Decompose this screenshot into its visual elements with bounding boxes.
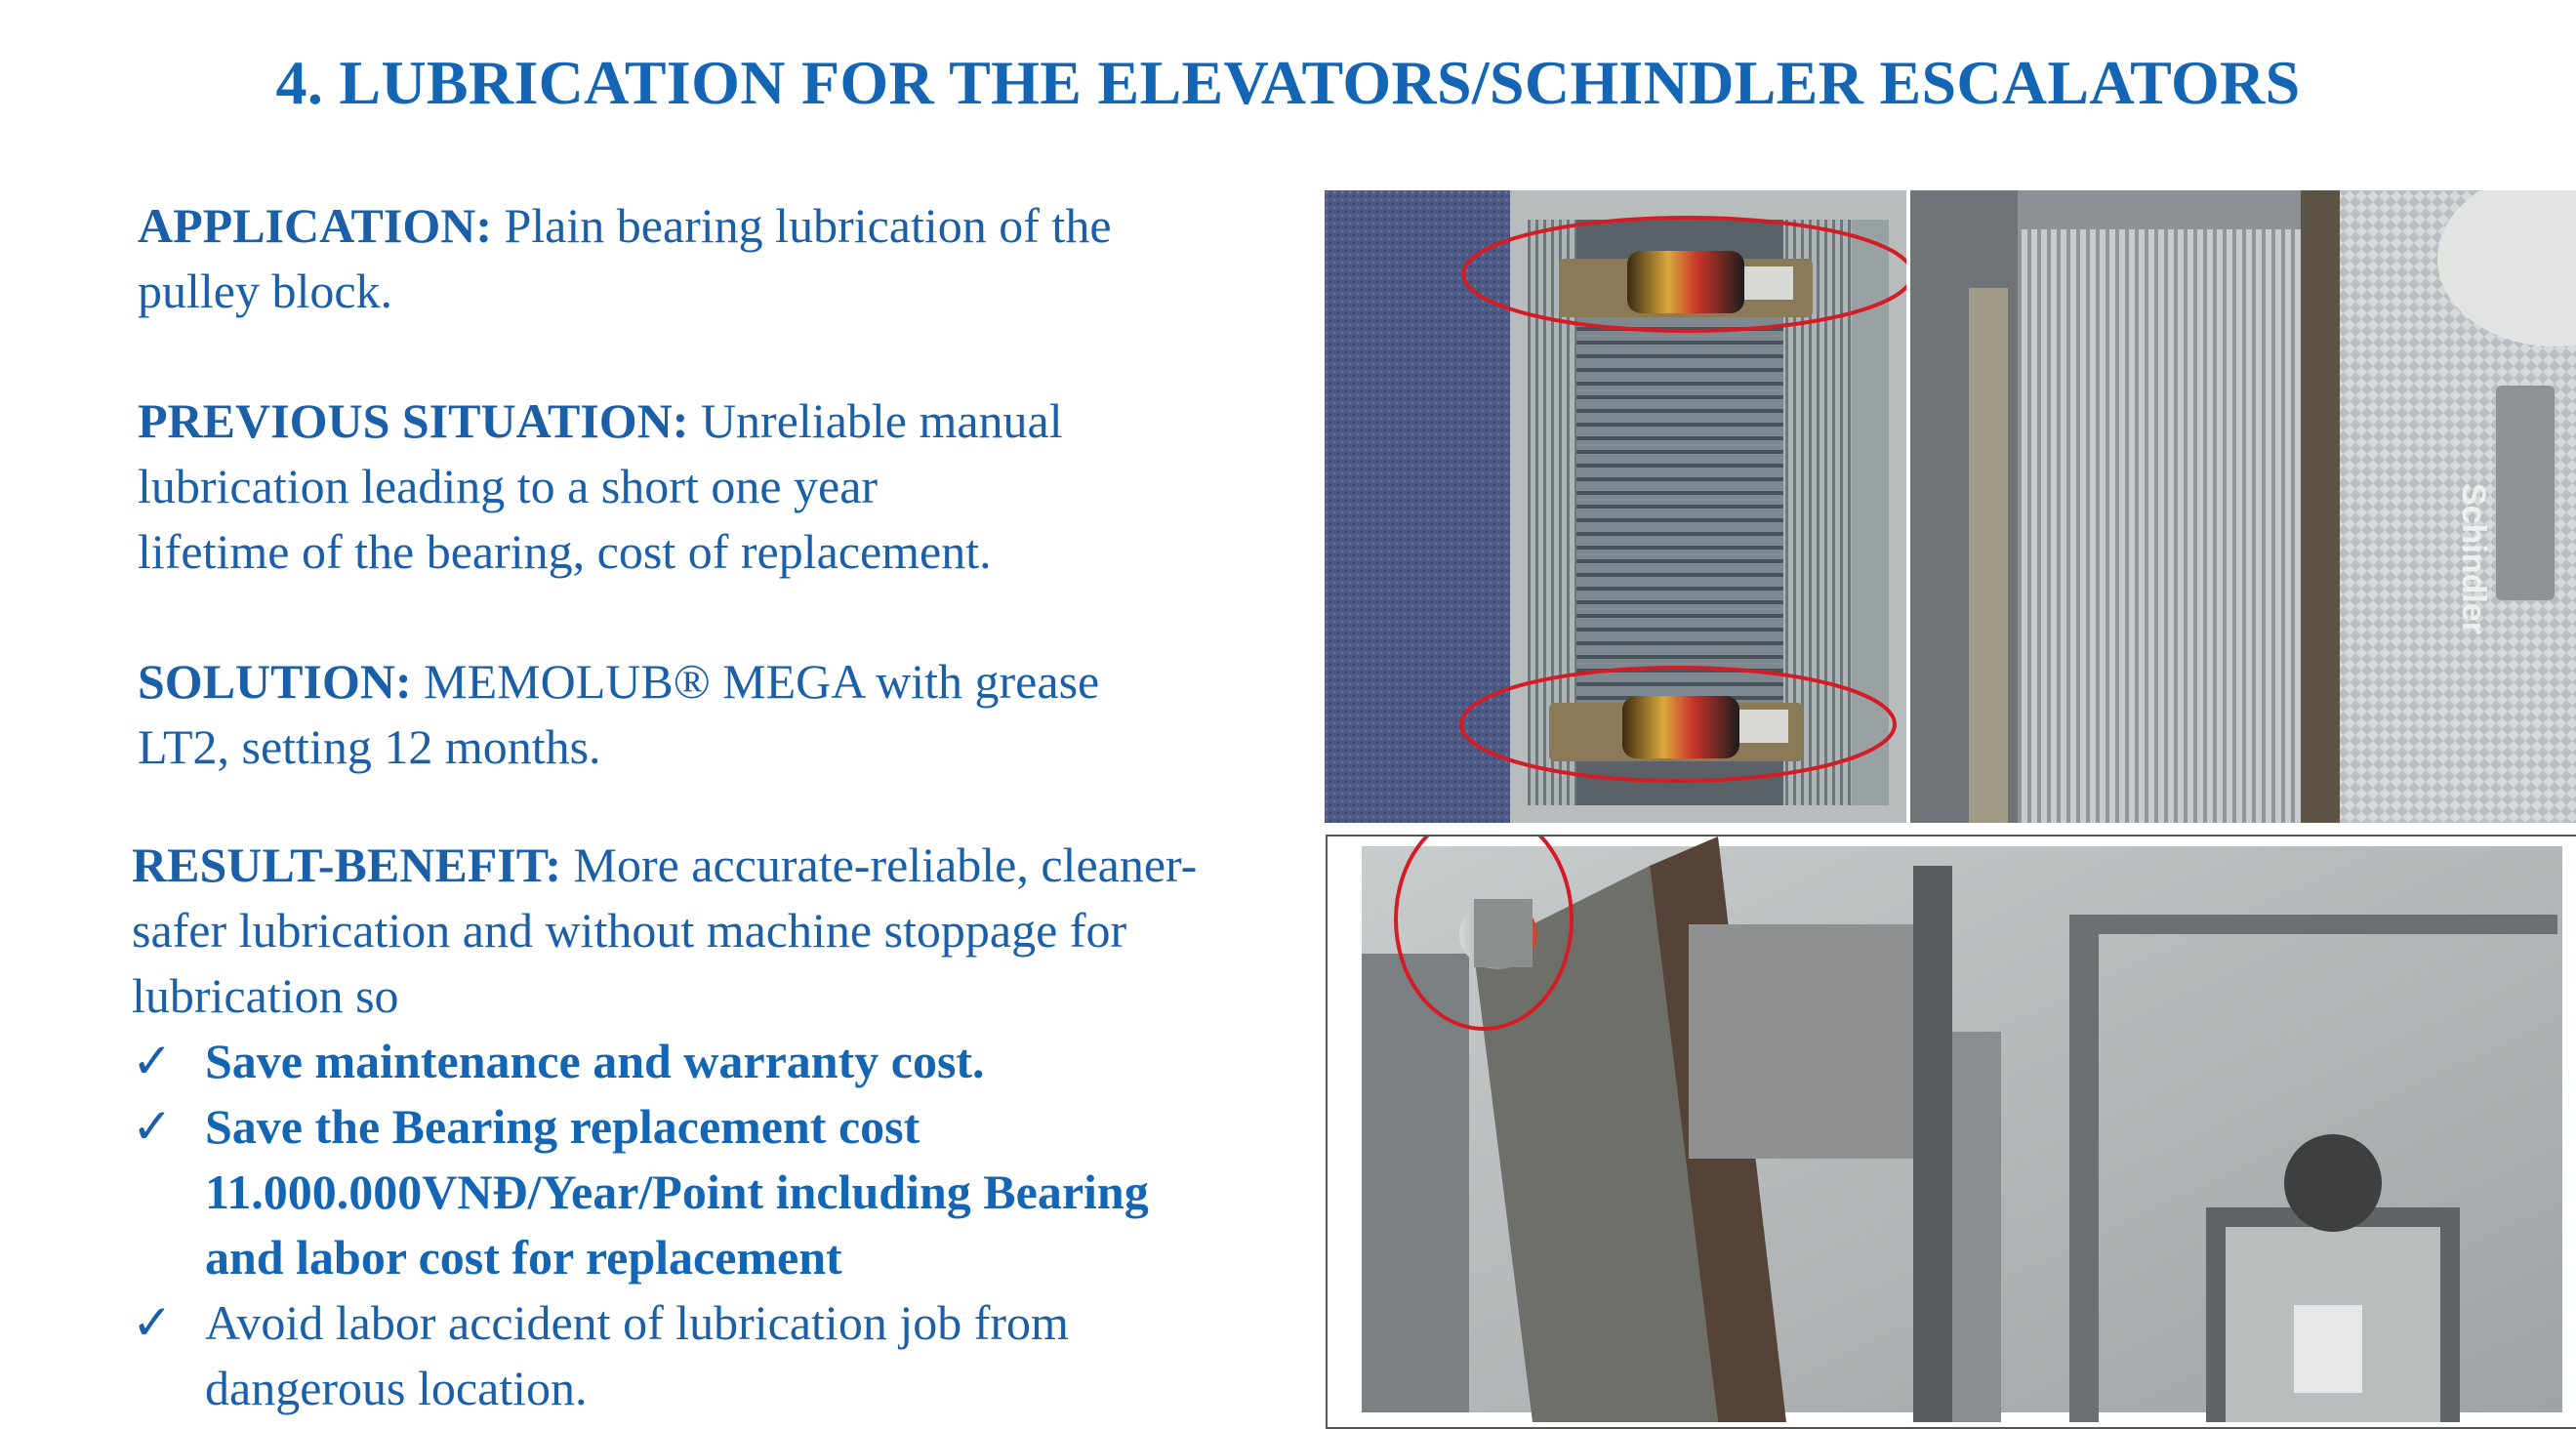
previous-situation-text-2: lubrication leading to a short one year (138, 459, 879, 513)
photo-escalator-lubricators (1325, 190, 1906, 823)
result-benefit-text-3: lubrication so (132, 968, 399, 1023)
previous-situation-label: PREVIOUS SITUATION: (138, 393, 689, 448)
benefit-1-line-1: Save maintenance and warranty cost. (205, 1034, 985, 1088)
page-title: 4. LUBRICATION FOR THE ELEVATORS/SCHINDLER ESCALATORS (275, 48, 2301, 117)
solution-text-2: LT2, setting 12 months. (138, 719, 601, 774)
previous-situation-text-1: Unreliable manual (700, 393, 1063, 448)
solution-label: SOLUTION: (138, 654, 412, 709)
result-benefit-text-1: More accurate-reliable, cleaner- (573, 837, 1198, 892)
application-text-2: pulley block. (138, 264, 393, 318)
benefit-3-line-2: dangerous location. (205, 1361, 588, 1415)
result-benefit-section (132, 833, 1197, 1029)
solution-section (138, 649, 1099, 780)
result-benefit-label: RESULT-BENEFIT: (132, 837, 561, 892)
checkmark-icon: ✓ (132, 1099, 173, 1154)
schindler-brand-text: Schindler (2455, 483, 2492, 634)
application-text-1: Plain bearing lubrication of the (504, 198, 1112, 253)
checkmark-icon: ✓ (132, 1034, 173, 1088)
photo-escalator-steps (1910, 190, 2576, 823)
benefit-item-3 (132, 1290, 1069, 1421)
benefit-2-line-2: 11.000.000VNĐ/Year/Point including Bearing (205, 1164, 1149, 1219)
benefit-item-1 (132, 1029, 985, 1094)
result-benefit-text-2: safer lubrication and without machine stoppage for (132, 903, 1127, 958)
solution-text-1: MEMOLUB® MEGA with grease (424, 654, 1100, 709)
photo-elevator-shaft (1326, 835, 2576, 1429)
previous-situation-section (138, 388, 1063, 585)
checkmark-icon: ✓ (132, 1295, 173, 1350)
benefit-2-line-1: Save the Bearing replacement cost (205, 1099, 920, 1154)
benefit-2-line-3: and labor cost for replacement (205, 1230, 842, 1285)
application-section (138, 193, 1112, 324)
benefit-3-line-1: Avoid labor accident of lubrication job from (205, 1295, 1069, 1350)
application-label: APPLICATION: (138, 198, 492, 253)
previous-situation-text-3: lifetime of the bearing, cost of replacement. (138, 524, 992, 579)
benefit-item-2 (132, 1094, 1149, 1290)
